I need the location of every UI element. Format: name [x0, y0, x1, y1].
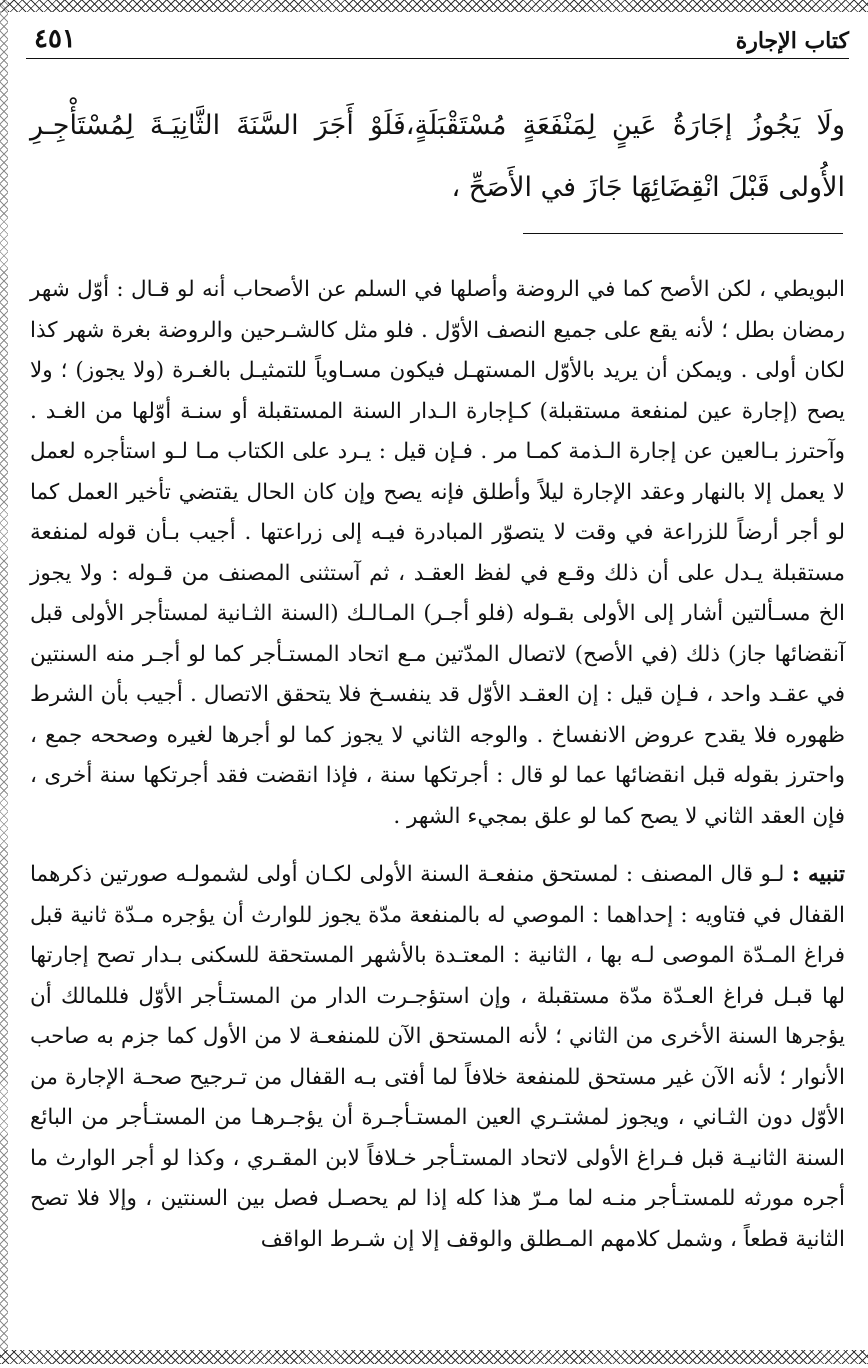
- note-body: لـو قال المصنف : لمستحق منفعـة السنة الأولى لكـان أولى لشمولـه صورتين ذكرهما القفال في فتاويه : إحداهما : الموصي له بالمنفعة مدّة يجوز للوارث أن يؤجره مـدّة ثانية قبل فراغ المـدّة الموصى لـه بها ، الثانية : المعتـدة بالأشهر المستحقة للسكنى بـدار تصح إجارتها لها قبـل فراغ العـدّة مدّة مستقبلة ، وإن استؤجـرت الدار من المستـأجر الأوّل فللمالك أن يؤجرها السنة الأخرى من الثاني ؛ لأنه المستحق الآن للمنفعـة لا من الأول كما جزم به صاحب الأنوار ؛ لأنه الآن غير مستحق للمنفعة خلافاً لما أفتى بـه القفال من تـرجيح صحـة الإجارة من الأوّل دون الثـاني ، ويجوز لمشتـري العين المستـأجـرة أن يؤجـرهـا من المستـأجر من البائع السنة الثانيـة قبل فـراغ الأولى لاتحاد المستـأجر خـلافاً لابن المقـري ، وكذا لو أجر الوارث ما أجره مورثه للمستـأجر منـه لما مـرّ هذا كله إذا لم يحصـل فصل بين السنتين ، وإلا فلا تصح الثانية قطعاً ، وشمل كلامهم المـطلق والوقف إلا إن شـرط الواقف: [30, 862, 845, 1252]
- note-paragraph: [30, 855, 845, 1260]
- commentary-block: [30, 270, 845, 1260]
- book-page: [20, 14, 855, 1344]
- matn-text: ولَا يَجُوزُ إجَارَةُ عَينٍ لِمَنْفَعَةٍ مُسْتَقْبَلَةٍ،فَلَوْ أَجَرَ السَّنَةَ الثَّانِيَـةَ لِمُسْتَأْجِـرِ الأُولى قَبْلَ انْقِضَائِهَا جَازَ في الأَصَحِّ ،: [30, 110, 845, 203]
- running-title: كتاب الإجارة: [735, 28, 849, 54]
- bottom-ornamental-border: [0, 1350, 868, 1364]
- note-label: تنبيه :: [791, 862, 845, 887]
- top-ornamental-border: [0, 0, 868, 12]
- page-header: [26, 14, 849, 59]
- commentary-paragraph: البويطي ، لكن الأصح كما في الروضة وأصلها في السلم عن الأصحاب أنه لو قـال : أوّل شهر رمضان بطل ؛ لأنه يقع على جميع النصف الأوّل . فلو مثل كالشـرحين والروضة بغرة شهر كذا لكان أولى . ويمكن أن يريد بالأوّل المستهـل فيكون مسـاوياً للتمثيـل بالغـرة (ولا يجوز) ؛ ولا يصح (إجارة عين لمنفعة مستقبلة) كـإجارة الـدار السنة المستقبلة أو سنـة أوّلها من الغـد . وآحترز بـالعين عن إجارة الـذمة كمـا مر . فـإن قيل : يـرد على الكتاب مـا لـو استأجره لعمل لا يعمل إلا بالنهار وعقد الإجارة ليلاً وأطلق فإنه يصح وإن كان الحال يقتضي تأخير العمل كما لو أجر أرضاً للزراعة في وقت لا يتصوّر المبادرة فيـه إلى زراعتها . أجيب بـأن قوله لمنفعة مستقبلة يـدل على أن ذلك وقـع في لفظ العقـد ، ثم آستثنى المصنف من قـوله : ولا يجوز الخ مسـألتين أشار إلى الأولى بقـوله (فلو أجـر) المـالـك (السنة الثـانية لمستأجر الأولى قبل آنقضائها جاز) ذلك (في الأصح) لاتصال المدّتين مـع اتحاد المستـأجر كما لو أجـر منه السنتين في عقـد واحد ، فـإن قيل : إن العقـد الأوّل قد ينفسـخ فلا يتحقق الاتصال . أجيب بأن الشرط ظهوره فلا يقدح عروض الانفساخ . والوجه الثاني لا يجوز كما لو أجرها لغيره وصححه جمع ، واحترز بقوله قبل انقضائها عما لو قال : أجرتكها سنة ، فإذا انقضت فقد أجرتكها سنة أخرى ، فإن العقد الثاني لا يصح كما لو علق بمجيء الشهر .: [30, 277, 845, 829]
- separator-rule: [523, 233, 843, 234]
- page-number: ٤٥١: [34, 24, 76, 54]
- left-ornamental-border: [0, 0, 8, 1364]
